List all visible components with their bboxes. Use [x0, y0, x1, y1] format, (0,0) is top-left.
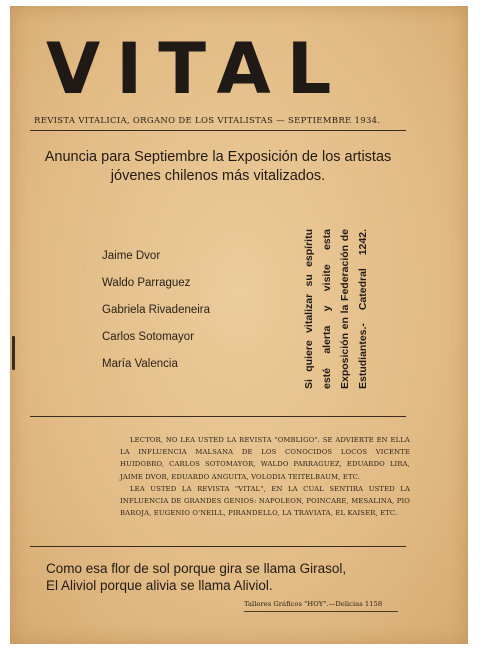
printer-credit: Talleres Gráficos "HOY".—Delicias 1158: [244, 600, 383, 608]
artist-name: Waldo Parraguez: [102, 277, 191, 289]
staple-mark: [12, 336, 15, 370]
vertical-notice: Si quiere vitalizar su espíritu esté alerta y visite esta Exposición en la Federación de Estudiantes.- Catedral 1242.: [303, 229, 369, 389]
masthead-title: VITAL: [46, 28, 348, 110]
slogan-line-2: El Aliviol porque alivia se llama Aliviol.: [46, 578, 273, 593]
reader-notice: [120, 434, 410, 519]
masthead-subtitle: REVISTA VITALICIA, ORGANO DE LOS VITALISTAS — SEPTIEMBRE 1934.: [34, 116, 381, 126]
notice-paragraph-1: LECTOR, NO LEA USTED LA REVISTA "OMBLIGO". SE ADVIERTE EN ELLA LA INFLUENCIA MALSANA DE LOS CONOCIDOS LOCOS VICENTE HUIDOBRO, CARLOS SOTOMAYOR, WALDO PARRAGUEZ, EDUARDO LIRA, JAIME DVOR, EDUARDO ANGUITA, VOLODIA TEITELBAUM, ETC.: [120, 436, 410, 481]
artist-name: Carlos Sotomayor: [102, 331, 195, 343]
masthead-rule: [30, 130, 406, 131]
slogan: [46, 560, 406, 594]
footer-rule: [244, 611, 398, 612]
artist-list: [102, 250, 210, 385]
section-rule-bottom: [30, 546, 406, 547]
announcement-line-1: Anuncia para Septiembre la Exposición de los artistas: [44, 149, 392, 165]
slogan-line-1: Como esa flor de sol porque gira se llama Girasol,: [46, 561, 347, 576]
vertical-notice-box: [276, 228, 396, 390]
magazine-page: [10, 6, 468, 644]
announcement-headline: [30, 148, 406, 186]
artist-name: María Valencia: [102, 358, 178, 370]
section-rule-top: [30, 416, 406, 417]
artist-name: Jaime Dvor: [102, 250, 161, 262]
artist-name: Gabriela Rivadeneira: [102, 304, 211, 316]
announcement-line-2: jóvenes chilenos más vitalizados.: [110, 168, 326, 184]
notice-paragraph-2: LEA USTED LA REVISTA "VITAL", EN LA CUAL SENTIRA USTED LA INFLUENCIA DE GRANDES GENIOS: NAPOLEON, POINCARE, MESALINA, PIO BAROJA, EUGENIO O'NEILL, PIRANDELLO, LA TRAVIATA, EL KAISER, ETC.: [120, 484, 410, 518]
